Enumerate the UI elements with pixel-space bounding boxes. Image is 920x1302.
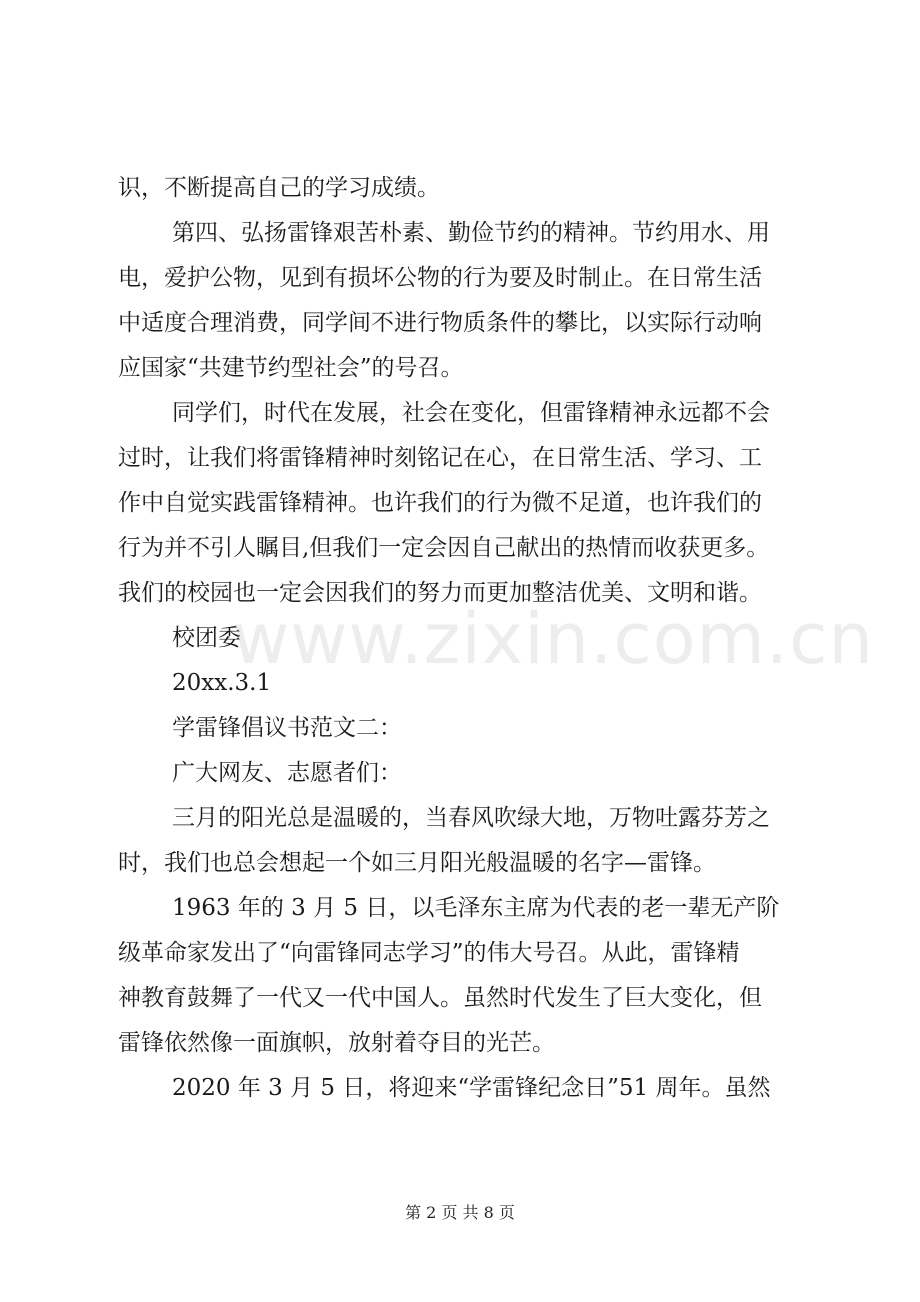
text-line: 时，我们也总会想起一个如三月阳光般温暖的名字—雷锋。	[118, 850, 716, 876]
text-line: 广大网友、志愿者们：	[172, 760, 402, 786]
text-line: 1963 年的 3 月 5 日，以毛泽东主席为代表的老一辈无产阶	[172, 895, 780, 921]
text-line: 作中自觉实践雷锋精神。也许我们的行为微不足道，也许我们的	[118, 490, 762, 516]
text-line: 应国家“共建节约型社会”的号召。	[118, 355, 464, 381]
watermark: www.zixin.com.cn	[232, 598, 874, 680]
text-line: 过时，让我们将雷锋精神时刻铭记在心，在日常生活、学习、工	[118, 445, 762, 471]
text-line: 雷锋依然像一面旗帜，放射着夺目的光芒。	[118, 1030, 555, 1056]
text-line: 校团委	[172, 625, 241, 651]
text-line: 同学们，时代在发展，社会在变化，但雷锋精神永远都不会	[172, 400, 770, 426]
text-line: 20xx.3.1	[172, 670, 272, 696]
text-line: 三月的阳光总是温暖的，当春风吹绿大地，万物吐露芬芳之	[172, 805, 770, 831]
text-line: 第四、弘扬雷锋艰苦朴素、勤俭节约的精神。节约用水、用	[172, 220, 770, 246]
document-body	[118, 166, 808, 1111]
text-line: 电，爱护公物，见到有损坏公物的行为要及时制止。在日常生活	[118, 265, 762, 291]
text-line: 2020 年 3 月 5 日，将迎来“学雷锋纪念日”51 周年。虽然	[172, 1075, 771, 1101]
text-line: 级革命家发出了“向雷锋同志学习”的伟大号召。从此，雷锋精	[118, 940, 740, 966]
text-line: 学雷锋倡议书范文二：	[172, 715, 402, 741]
text-line: 识，不断提高自己的学习成绩。	[118, 175, 440, 201]
text-line: 我们的校园也一定会因我们的努力而更加整洁优美、文明和谐。	[118, 580, 762, 606]
text-line: 行为并不引人瞩目,但我们一定会因自己献出的热情而收获更多。	[118, 535, 770, 561]
page-footer: 第 2 页 共 8 页	[405, 1203, 515, 1222]
text-line: 中适度合理消费，同学间不进行物质条件的攀比，以实际行动响	[118, 310, 762, 336]
text-line: 神教育鼓舞了一代又一代中国人。虽然时代发生了巨大变化，但	[118, 985, 762, 1011]
